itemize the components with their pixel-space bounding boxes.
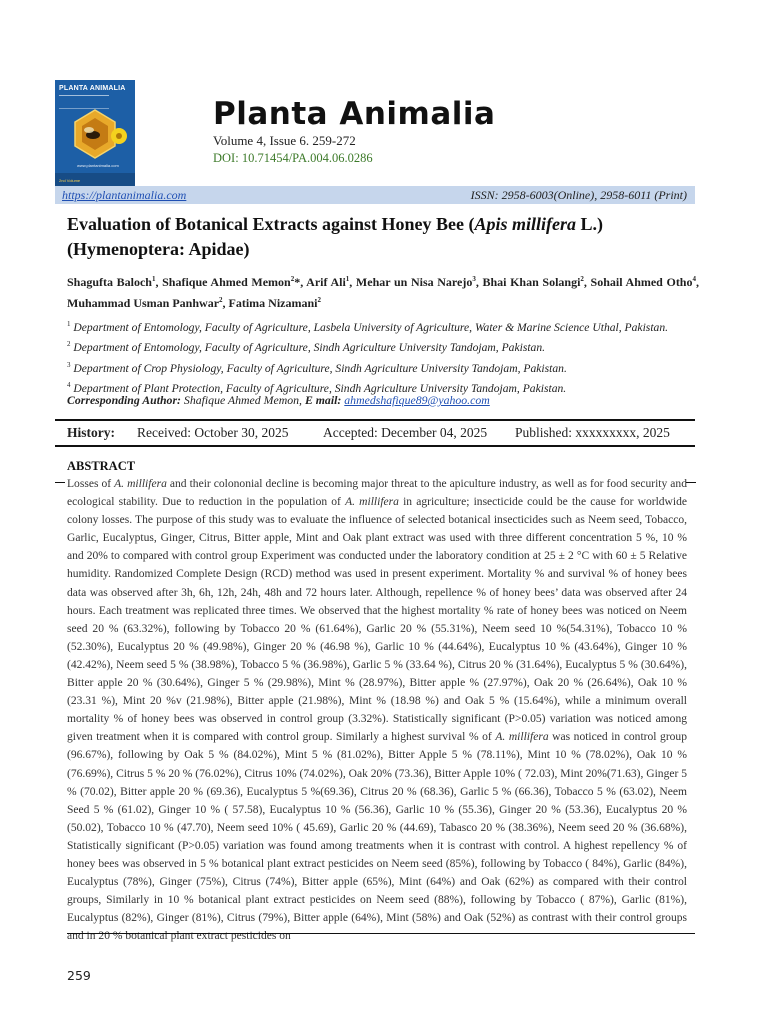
- history-bar: [55, 419, 695, 447]
- affiliation-text: Department of Entomology, Faculty of Agriculture, Lasbela University of Agriculture, Water & Marine Science Uthal, Pakistan.: [70, 320, 669, 334]
- author-name: Arif Ali: [306, 275, 346, 289]
- author-affiliation-number: 2: [317, 296, 322, 304]
- cover-url: www.plantanimalia.com: [77, 163, 119, 168]
- affiliation-item: [67, 336, 707, 356]
- affiliation-item: [67, 316, 707, 336]
- history-label: History:: [67, 425, 115, 440]
- abstract-corner-mark-right: [686, 482, 696, 483]
- doi[interactable]: DOI: 10.71454/PA.004.06.0286: [213, 151, 373, 165]
- received-date: Received: October 30, 2025: [137, 425, 289, 440]
- affiliation-list: [67, 316, 707, 397]
- abstract-bottom-rule: [67, 933, 695, 934]
- affiliation-text: Department of Crop Physiology, Faculty of Agriculture, Sindh Agriculture University Tandojam, Pakistan.: [70, 361, 567, 375]
- cover-title: PLANTA ANIMALIA: [59, 85, 126, 92]
- affiliation-number: 4: [67, 381, 71, 390]
- affiliation-number: 3: [67, 360, 71, 369]
- author-name: Sohail Ahmed Otho: [590, 275, 693, 289]
- species-name: A. millifera: [495, 731, 549, 744]
- affiliation-text: Department of Plant Protection, Faculty of Agriculture, Sindh Agriculture University Tandojam, Pakistan.: [70, 381, 567, 395]
- corresponding-author: [67, 393, 490, 408]
- page-number: 259: [67, 968, 91, 983]
- affiliation-number: 2: [67, 340, 71, 349]
- author-name: Bhai Khan Solangi: [482, 275, 581, 289]
- email-link[interactable]: ahmedshafique89@yahoo.com: [344, 393, 490, 407]
- author-affiliation-number: 1: [151, 275, 156, 283]
- accepted-date: Accepted: December 04, 2025: [323, 425, 488, 440]
- journal-url-link[interactable]: https://plantanimalia.com: [62, 188, 187, 202]
- author-affiliation-number: 2: [580, 275, 584, 283]
- affiliation-number: 1: [67, 320, 71, 328]
- author-list: Shagufta Baloch$^1$, Shafique Ahmed Memon$^2$*, Arif Ali$^1$, Mehar un Nisa Narejo$^3$, Bhai Khan Solangi$^2$, Sohail Ahmed Otho$^4$, Muhammad Usman Panhwar$^2$, Fatima Nizamani$^2$: [67, 275, 699, 310]
- author-name: Mehar un Nisa Narejo: [355, 275, 473, 289]
- author-name: Muhammad Usman Panhwar: [67, 296, 220, 310]
- cover-volume: 2nd Volume: [59, 178, 81, 183]
- abstract-segment: in agriculture; insecticide could be the cause for worldwide colony losses. The purpose of this study was to evaluate the influence of selected botanical insecticides such as Neem seed, Tobacco, Garlic, Eucalyptus, Ginger, Citrus, Bitter apple, Mint and Oak plant extract was used with three different concentration 5 %, 10 % and 20% to compared with control group Experiment was conducted under the laboratory condition at 25 ± 2 °C with 60 ± 5 Relative humidity. Randomized Complete Design (RCD) method was used in present experiment. Mortality % and survival % of honey bees data was observed after 3h, 6h, 12h, 24h, 48h and 72 hours later. Although, repellence % of honey bees’ data was observed after 24 hours. Each treatment was replicated three times. We observed that the highest mortality % rate of honey bees was noticed on Neem seed 20 % (63.32%), following by Tobacco 20 % (61.64%), Garlic 20 % (55.31%), Neem seed 10 %(54.31%), Tobacco 10 % (52.30%), Eucalyptus 20 % (49.98%), Ginger 20 % (46.98 %), Garlic 10 % (44.64%), Eucalyptus 10 % (43.64%), Ginger 10 % (42.42%), Neem seed 5 % (38.98%), Tobacco 5 % (36.98%), Garlic 5 % (33.64 %), Citrus 20 % (31.64%), Eucalyptus 5 % (30.64%), Bitter apple 20 % (30.64%), Ginger 5 % (29.98%), Mint % (28.97%), Bitter apple % (27.97%), Oak 20 % (26.64%), Oak 10 % (23.31 %), Mint 20 %v (21.98%), Bitter apple (21.98%), Mint % (18.98 %) and Oak 5 % (15.64%), while a minimum overall mortality % of honey bees was observed in control group (3.32%). Statistically significant (P>0.05) variation was noticed among given treatment when it is compared with control group. Similarly a highest survival % of: [67, 496, 688, 744]
- affiliation-item: [67, 357, 707, 377]
- author-name: Shafique Ahmed Memon: [162, 275, 291, 289]
- abstract-segment: and their colononial decline is becoming major threat to the apiculture industry, as well as for food security and ecological stability. Due to reduction in the population of: [67, 478, 687, 509]
- abstract-segment: Losses of: [67, 478, 115, 490]
- species-name: A. millifera: [345, 496, 399, 509]
- abstract-text: [67, 475, 687, 945]
- author-name: Shagufta Baloch: [67, 275, 152, 289]
- article-title: Evaluation of Botanical Extracts against Honey Bee (Apis millifera L.) (Hymenoptera: Apidae): [67, 214, 604, 259]
- author-affiliation-number: 2: [290, 275, 295, 283]
- author-affiliation-number: 3: [472, 275, 476, 283]
- author-affiliation-number: 1: [345, 275, 350, 283]
- journal-info-bar: [55, 186, 695, 204]
- corresponding-name: Shafique Ahmed Memon,: [180, 393, 305, 407]
- journal-name: Planta Animalia: [213, 96, 496, 132]
- corresponding-label: Corresponding Author:: [67, 393, 181, 407]
- published-date: Published: xxxxxxxxx, 2025: [515, 425, 670, 440]
- abstract-segment: was noticed in control group (96.67%), following by Oak 5 % (84.02%), Mint 5 % (81.02%), Bitter Apple 5 % (78.11%), Mint 10 % (78.02%), Oak 10 % (76.69%), Citrus 5 % 20 % (76.02%), Citrus 10% (74.02%), Oak 20% (73.36), Bitter Apple 10% ( 72.03), Mint 20%(71.63), Ginger 5 % (70.02), Bitter apple 20 % (69.36), Eucalyptus 5 %(69.36), Citrus 20 % (68.36), Garlic 5 % (66.36), Tobacco 5 % (63.02), Neem Seed 5 % (61.02), Ginger 10 % ( 57.58), Eucalyptus 10 % (56.36), Garlic 10 % (55.36), Ginger 20 % (53.36), Eucalyptus 20 % (50.02), Tobacco 10 % (47.70), Neem seed 10% ( 45.69), Garlic 20 % (44.69), Tabasco 20 % (38.36%), Neem seed 20 % (36.68%), Statistically significant (P>0.05) variation was found among treatments when it is contrast with control. A highest repellency % of honey bees was observed in 5 % botanical plant extract pesticides on Neem seed (85%), following by Tobacco ( 84%), Garlic (84%), Eucalyptus (78%), Ginger (75%), Citrus (74%), Bitter apple (65%), Mint (64%) and Oak (62%) as compared with their control groups, Similarly in 10 % botanical plant extract pesticides on Neem seed (88%), following by Tobacco ( 87%), Garlic (81%), Eucalyptus (82%), Ginger (81%), Citrus (79%), Bitter apple (64%), Mint (58%) and Oak (52%) as contrast with their control groups and in 20 % botanical plant extract pesticides on: [67, 731, 687, 943]
- affiliation-text: Department of Entomology, Faculty of Agriculture, Sindh Agriculture University Tandojam, Pakistan.: [70, 341, 546, 355]
- cover-artwork: [55, 80, 135, 186]
- species-name: Apis millifera: [474, 214, 577, 234]
- issn: ISSN: 2958-6003(Online), 2958-6011 (Print): [470, 188, 687, 202]
- abstract-heading: ABSTRACT: [67, 459, 136, 473]
- journal-cover-image: [55, 80, 135, 186]
- species-name: A. millifera: [114, 478, 167, 490]
- author-affiliation-number: 2: [219, 296, 223, 304]
- abstract-corner-mark-left: [55, 482, 65, 483]
- volume-issue: Volume 4, Issue 6. 259-272: [213, 133, 356, 148]
- email-label: E mail:: [304, 393, 342, 407]
- author-affiliation-number: 4: [692, 275, 696, 283]
- author-name: Fatima Nizamani: [228, 296, 318, 310]
